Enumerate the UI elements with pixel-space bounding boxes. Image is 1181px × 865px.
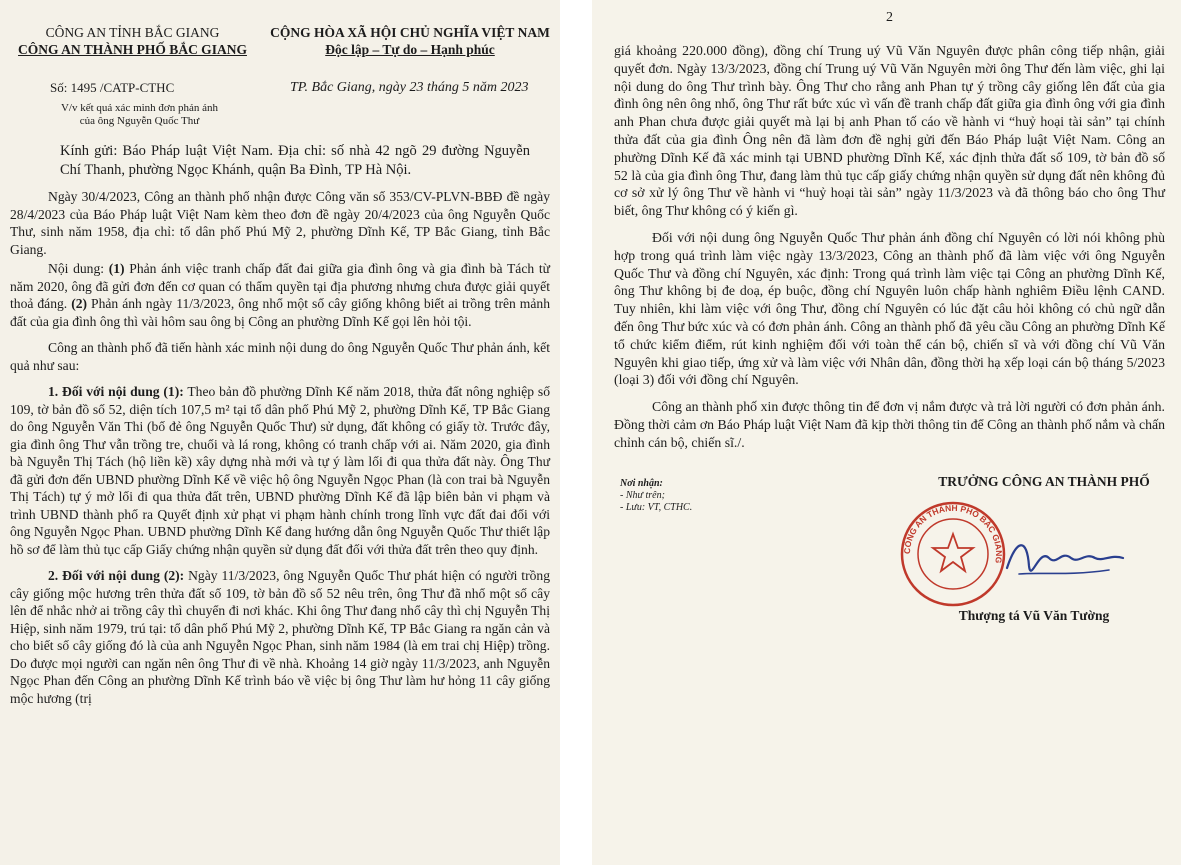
addressee: Kính gửi: Báo Pháp luật Việt Nam. Địa chỉ: số nhà 42 ngõ 29 đường Nguyễn Chí Thanh, phường Ngọc Khánh, quận Ba Đình, TP Hà Nội. — [60, 143, 530, 178]
letter-page-2 — [592, 0, 1181, 865]
document-number: Số: 1495 /CATP-CTHC — [50, 80, 175, 95]
parent-agency: CÔNG AN TỈNH BẮC GIANG — [45, 25, 220, 40]
agency-name: CÔNG AN THÀNH PHỐ BẮC GIANG — [18, 42, 247, 57]
issuing-agency — [10, 24, 255, 58]
section-heading: 2. Đối với nội dung (2): — [48, 568, 185, 583]
paragraph-verification: Công an thành phố đã tiến hành xác minh nội dung do ông Nguyễn Quốc Thư phản ánh, kết quả như sau: — [10, 340, 550, 373]
subject-line: V/v kết quả xác minh đơn phản ánh — [60, 102, 219, 114]
nation-name: CỘNG HÒA XÃ HỘI CHỦ NGHĨA VIỆT NAM — [270, 25, 550, 40]
document-date: TP. Bắc Giang, ngày 23 tháng 5 năm 2023 — [290, 80, 529, 95]
content-item-1: Phản ánh việc tranh chấp đất đai giữa gia đình ông và gia đình bà Tách từ năm 2020, ông đã gửi đơn đến cơ quan có thẩm quyền tại địa phương nhưng chưa được giải quyết thoả đáng. — [10, 261, 550, 311]
paragraph-closing: Công an thành phố xin được thông tin để đơn vị nắm được và trả lời người có đơn phản ánh. Đồng thời cảm ơn Báo Pháp luật Việt Nam đã kịp thời thông tin để Công an thành phố nắm và chấn chỉnh cán bộ, chiến sĩ./. — [614, 399, 1165, 450]
national-motto: Độc lập – Tự do – Hạnh phúc — [325, 42, 495, 57]
signatory-title: TRƯỞNG CÔNG AN THÀNH PHỐ — [938, 473, 1150, 489]
page-gap — [560, 0, 592, 865]
star-emblem-icon — [933, 534, 973, 571]
recipients-label: Nơi nhận: — [620, 477, 663, 489]
section-heading: 1. Đối với nội dung (1): — [48, 384, 184, 399]
paragraph-intro: Ngày 30/4/2023, Công an thành phố nhận được Công văn số 353/CV-PLVN-BBĐ đề ngày 28/4/2023 của Báo Pháp luật Việt Nam kèm theo đơn đề ngày 20/4/2023 của ông Nguyễn Quốc Thư, sinh năm 1958, địa chỉ: tổ dân phố Phú Mỹ 2, phường Dĩnh Kế, TP Bắc Giang, tỉnh Bắc Giang. — [10, 189, 550, 257]
seal-text: CÔNG AN THÀNH PHỐ BẮC GIANG — [901, 502, 1005, 564]
signer-name: Thượng tá Vũ Văn Tường — [958, 607, 1110, 623]
handwritten-signature — [999, 528, 1129, 588]
finding-1-text: Theo bản đồ phường Dĩnh Kế năm 2018, thửa đất nông nghiệp số 109, tờ bản đồ số 52, diện tích 107,5 m² tại tổ dân phố Phú Mỹ 2, phường Dĩnh Kế, TP Bắc Giang do ông Nguyễn Văn Thi (bố đẻ ông Nguyễn Quốc Thư) sử dụng, đất không có giấy tờ. Trước đây, gia đình ông Thư vẫn trồng tre, chuối và lá rong, không có tranh chấp với ai. Năm 2020, gia đình bà Nguyễn Thị Tách (hộ liền kề) xây dựng nhà mới và tự ý làm lối đi qua thửa đất này. Ông Thư đã gửi đơn đến UBND phường Dĩnh Kế về việc hộ ông Nguyễn Ngọc Phan (là con trai bà Nguyễn Thị Tách) tự ý mở lối đi qua thửa đất trên, UBND phường Dĩnh Kế đã lập biên bản vi phạm và trình UBND thành phố ra Quyết định xử phạt vi phạm hành chính trong lĩnh vực đất đai đối với ông Nguyễn Ngọc Phan. UBND phường Dĩnh Kế đang hướng dẫn ông Nguyễn Quốc Thư thiết lập hồ sơ để làm thủ tục cấp Giấy chứng nhận quyền sử dụng đất đối với thửa đất trên theo quy định. — [10, 384, 550, 557]
seal-inner-ring — [918, 519, 988, 589]
official-seal — [899, 500, 1007, 608]
page-number: 2 — [886, 10, 893, 25]
letter-header — [10, 6, 550, 68]
paragraph-continuation: giá khoảng 220.000 đồng), đồng chí Trung uý Vũ Văn Nguyên được phân công tiếp nhận, giải quyết đơn. Ngày 13/3/2023, đồng chí Trung uý Vũ Văn Nguyên mời ông Thư đến làm việc, ghi lại nội dung do ông Thư trình bày. Ông Thư cho rằng anh Phan tự ý trồng cây giống lên đất của gia đình ông nên ông nhổ, ông Thư rất bức xúc vì vấn đề tranh chấp đất giữa gia đình ông với gia đình anh Phan chưa được giải quyết mà lại bị anh Phan tố cáo về hành vi “huỷ hoại tài sản” tại chính thửa đất của gia đình Ông nên đã làm đơn đề nghị gửi đến Báo Pháp luật Việt Nam. Công an phường Dĩnh Kế đã xác minh tại UBND phường Dĩnh Kế, xác định thửa đất số 109, tờ bản đồ số 52 là của gia đình ông Thư, đang làm thủ tục cấp giấy chứng nhận quyền sử dụng đất nên không đủ cơ sở xử lý ông Thư về hành vi “huỷ hoại tài sản” ngày 11/3/2023 và đã thông báo cho ông Thư biết, ông Thư không có ý kiến gì. — [614, 43, 1165, 219]
item-marker: (1) — [108, 261, 125, 276]
recipients-block — [620, 478, 692, 514]
document-meta — [10, 68, 550, 136]
signature-stroke — [1007, 545, 1123, 570]
paragraph-content — [10, 260, 550, 330]
finding-2-text: Ngày 11/3/2023, ông Nguyễn Quốc Thư phát hiện có người trồng cây giống mộc hương trên thửa đất số 109, tờ bản đồ số 52 nêu trên, ông Thư đã nhổ một số cây lên để nhắc nhở ai trồng cây thì chuyển đi nơi khác. Khi ông Thư đang nhổ cây thì chị Nguyễn Thị Hiệp, sinh năm 1979, trú tại: tổ dân phố Phú Mỹ 2, phường Dĩnh Kế, TP Bắc Giang ra ngăn cản và cho biết số cây giống đó là của anh Nguyễn Ngọc Phan, sinh năm 1984 (là em trai chị Hiệp) trồng. Do được mọi người can ngăn nên ông Thư đi về nhà. Khoảng 14 giờ ngày 11/3/2023, anh Nguyễn Ngọc Phan đến Công an phường Dĩnh Kế trình báo về việc bị ông Thư làm hư hỏng 11 cây giống mộc hương (trị — [10, 568, 550, 706]
recipient-item: - Lưu: VT, CTHC. — [620, 501, 693, 513]
content-lead: Nội dung: — [48, 261, 109, 276]
content-item-2: Phản ánh ngày 11/3/2023, ông nhổ một số cây giống không biết ai trồng trên mảnh đất của gia đình ông thì vài hôm sau ông bị Công an phường Dĩnh Kế gọi lên hỏi tội. — [10, 296, 550, 329]
document-subject — [22, 102, 257, 128]
letter-footer — [614, 468, 1165, 668]
subject-line: của ông Nguyễn Quốc Thư — [79, 115, 200, 127]
recipient-item: - Như trên; — [620, 489, 665, 501]
paragraph-finding-2 — [10, 567, 550, 707]
item-marker: (2) — [71, 296, 88, 311]
letter-page-1 — [0, 0, 560, 865]
paragraph-officer-conduct: Đối với nội dung ông Nguyễn Quốc Thư phản ánh đồng chí Nguyên có lời nói không phù hợp trong quá trình làm việc ngày 13/3/2023, Công an thành phố đã làm việc với ông Nguyễn Quốc Thư và đồng chí Nguyên, xác định: Trong quá trình làm việc tại Công an phường Dĩnh Kế, ông Thư không bị đe doạ, ép buộc, đồng chí Nguyên luôn chấp hành nghiêm Điều lệnh CAND. Tuy nhiên, khi làm việc với ông Thư, đồng chí Nguyên có lúc đặt câu hỏi không có chủ ngữ dẫn đến ông Thư bức xúc và có đơn phản ánh. Công an thành phố đã yêu cầu Công an phường Dĩnh Kế tổ chức kiểm điểm, rút kinh nghiệm đối với toàn thể cán bộ, chiến sĩ và với đồng chí Vũ Văn Nguyên khi giao tiếp, ứng xử và làm việc với Nhân dân, đồng thời hạ xếp loại cán bộ tháng 5/2023 (loại 3) đối với đồng chí Nguyên. — [614, 229, 1165, 388]
national-heading — [260, 24, 560, 58]
paragraph-finding-1 — [10, 383, 550, 558]
